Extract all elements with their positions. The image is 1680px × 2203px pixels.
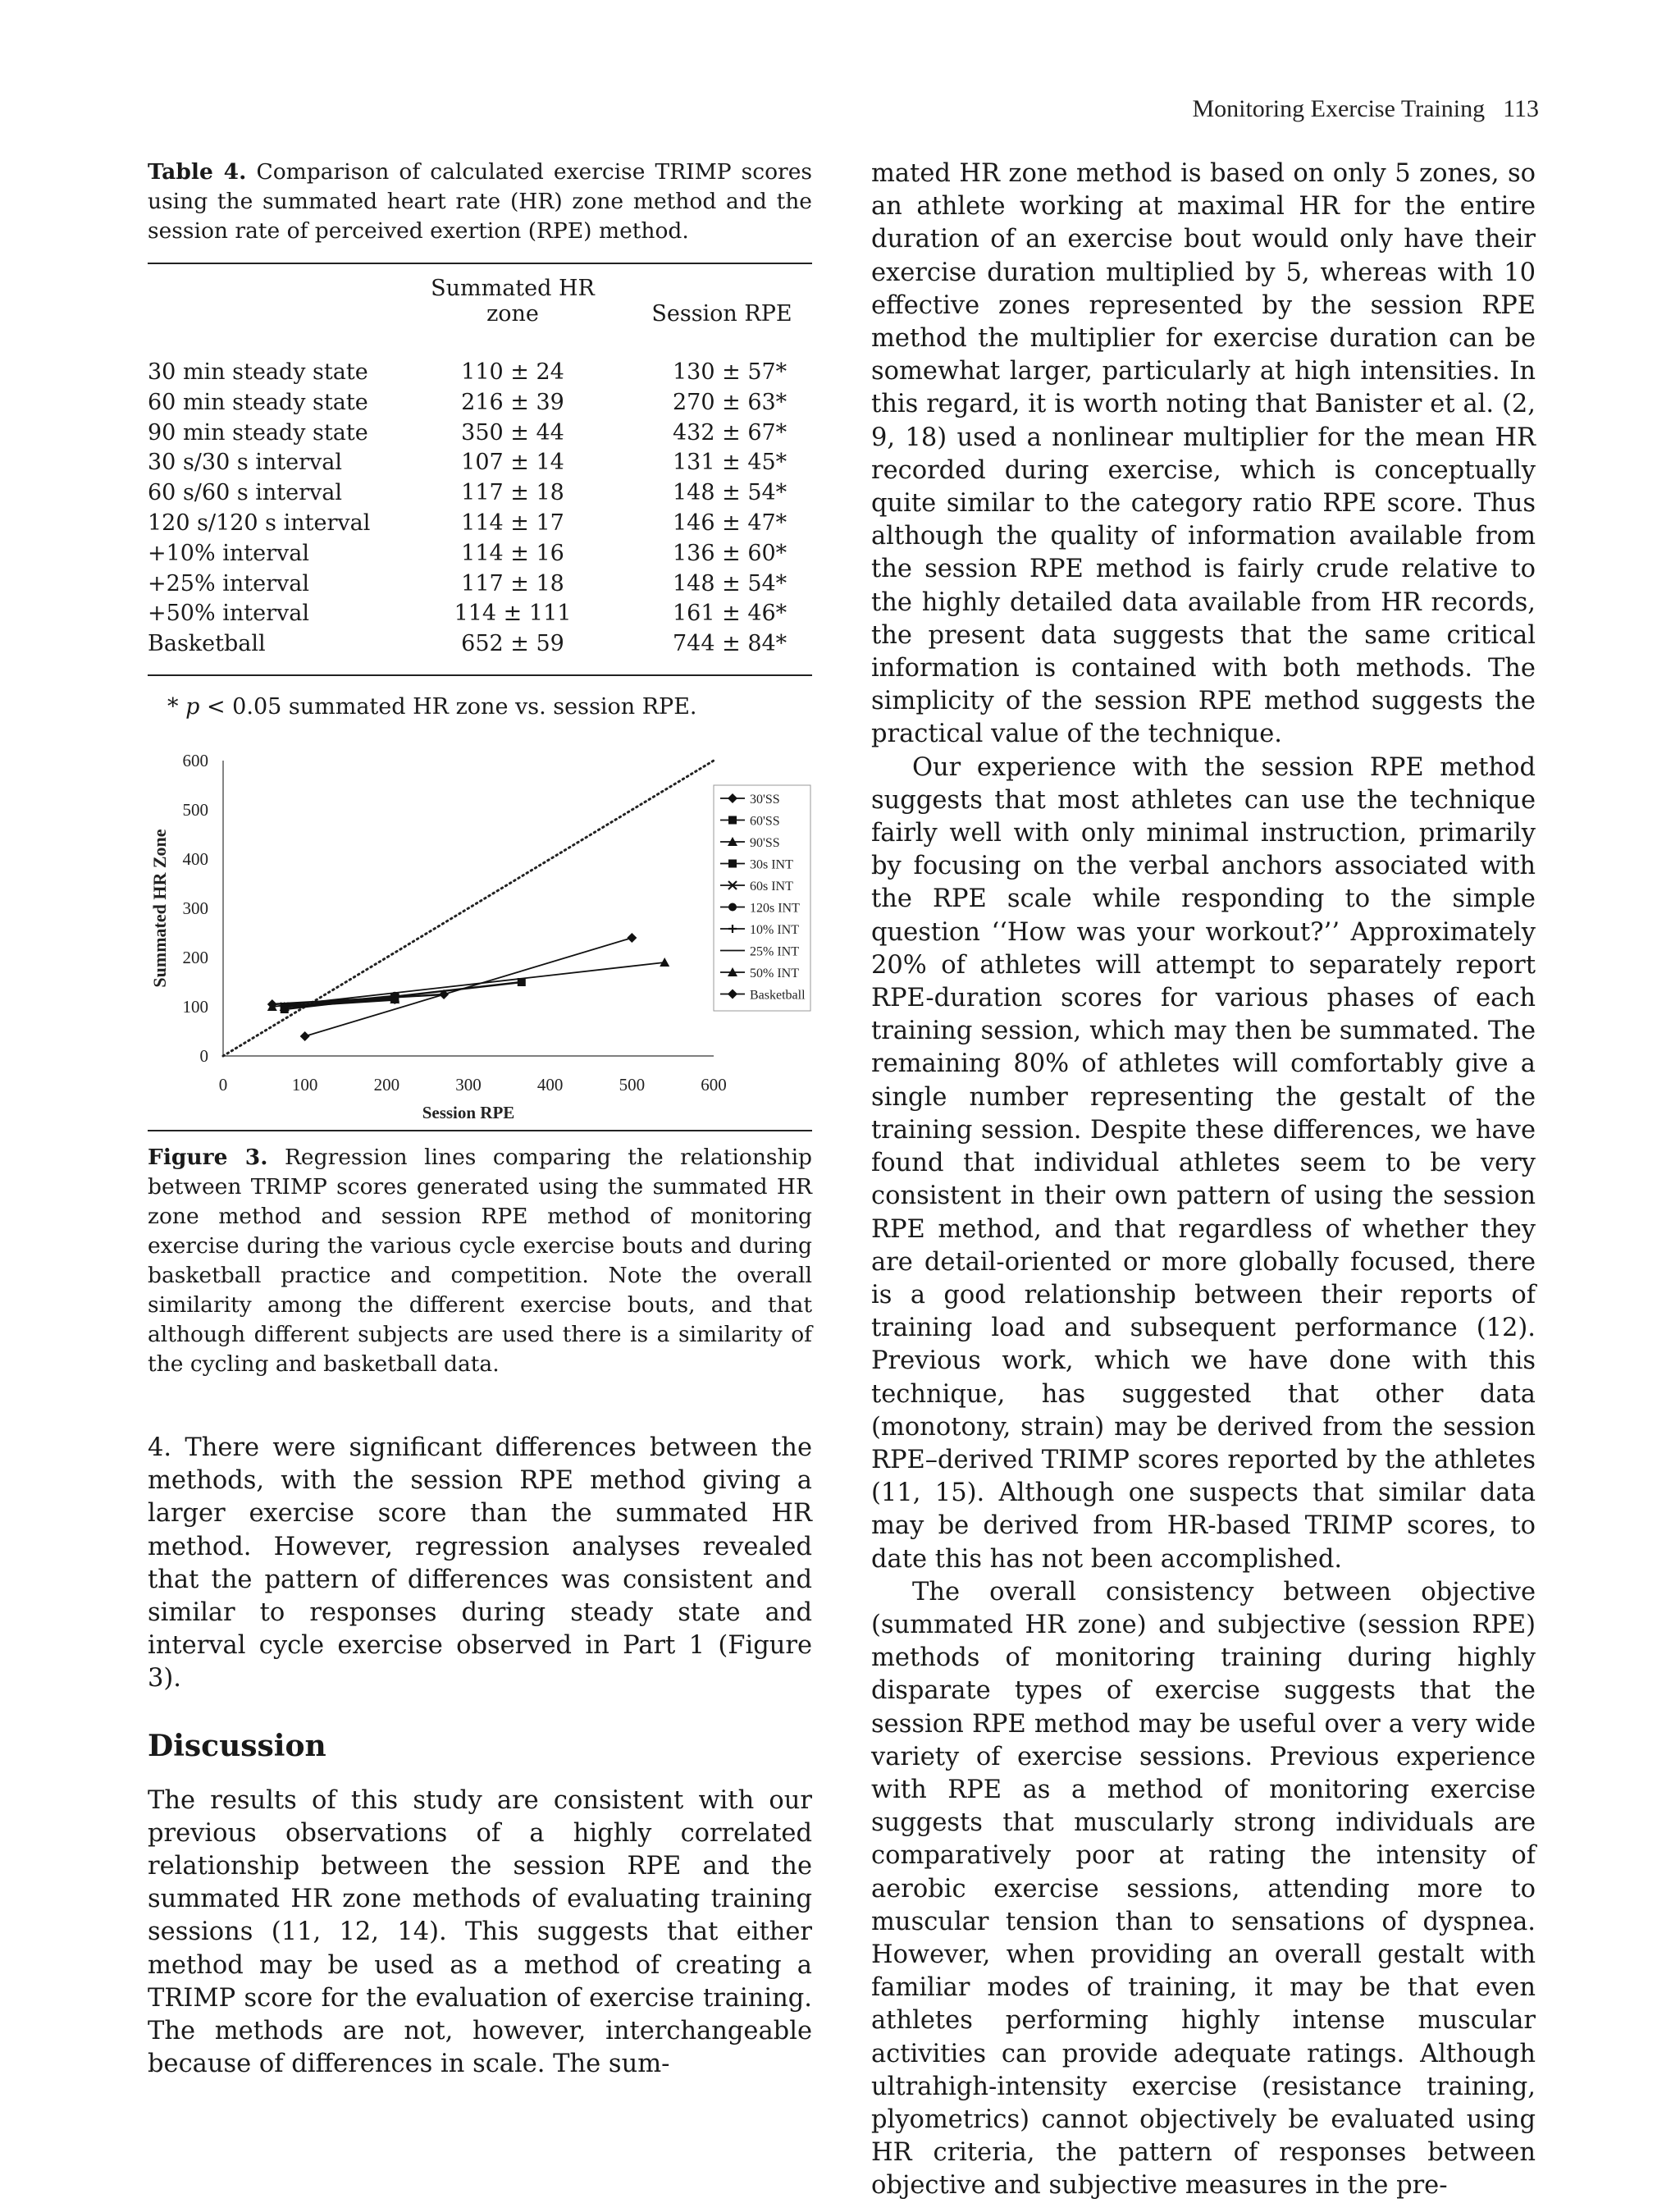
table-4-label: Table 4.	[148, 159, 247, 185]
table-row	[148, 629, 812, 675]
col-hr-line2: zone	[486, 301, 539, 327]
y-axis-label: Summated HR Zone	[149, 829, 170, 988]
x-tick-label: 400	[536, 1074, 564, 1095]
x-tick-label: 500	[619, 1074, 646, 1095]
legend-label-50-int: 50% INT	[750, 966, 799, 980]
row-label: 60 min steady state	[148, 389, 368, 415]
table-row	[148, 343, 812, 388]
table-row	[148, 569, 812, 600]
footnote-text: < 0.05 summated HR zone vs. session RPE.	[199, 693, 697, 720]
table-row	[148, 509, 812, 539]
legend-label-60-ss: 60'SS	[750, 814, 780, 829]
legend-marker-60-ss	[728, 816, 737, 824]
legend-label-10-int: 10% INT	[750, 922, 799, 937]
y-tick-label: 600	[182, 750, 208, 770]
y-tick-label: 100	[182, 996, 208, 1017]
row-label: 30 min steady state	[148, 359, 368, 385]
figure-3-caption-text: Regression lines comparing the relationship between TRIMP scores generated using the summated HR zone method and session RPE method of monitoring exercise during the various cycle exercise bouts and during basketball practice and competition. Note the overall similarity among the different exercise bouts, and that although different subjects are used there is a similarity of the cycling and basketball data.	[148, 1144, 813, 1377]
results-paragraph: 4. There were significant differences between the methods, with the session RPE method giving a larger exercise score than the summated HR method. However, regression analyses revealed that the pattern of differences was consistent and similar to responses during steady state and interval cycle exercise observed in Part 1 (Figure 3).	[148, 1433, 812, 1693]
row-label: 90 min steady state	[148, 419, 368, 446]
footnote-star: *	[167, 693, 186, 720]
figure-3-caption	[148, 1143, 812, 1379]
row-hr-value: 114 ± 17	[461, 510, 564, 536]
table-row	[148, 478, 812, 509]
x-tick-label: 300	[455, 1074, 482, 1095]
table-4-header-hr	[410, 263, 615, 343]
right-paragraph-3: The overall consistency between objective (summated HR zone) and subjective (session RPE) methods of monitoring training during highly disparate types of exercise suggests that the session RPE method may be useful over a very wide variety of exercise sessions. Previous experience with RPE as a method of monitoring exercise suggests that muscularly strong individuals are comparatively poor at rating the intensity of aerobic exercise sessions, attending more to muscular tension than to sensations of dyspnea. However, when providing an overall gestalt with familiar modes of training, it may be that even athletes performing highly intense muscular activities can provide adequate ratings. Although ultrahigh-intensity exercise (resistance training, plyometrics) cannot objectively be evaluated using HR criteria, the pattern of responses between objective and subjective measures in the pre-	[871, 1577, 1536, 2201]
table-row	[148, 388, 812, 418]
table-4-header-rpe: Session RPE	[615, 263, 812, 343]
row-rpe-value: 432 ± 67*	[673, 419, 788, 446]
row-label: +10% interval	[148, 540, 309, 566]
row-hr-value: 110 ± 24	[461, 359, 564, 385]
legend-marker-30s-int	[728, 859, 737, 867]
table-4-header-blank	[148, 263, 410, 343]
table-row	[148, 599, 812, 629]
row-label: 60 s/60 s interval	[148, 480, 343, 506]
row-rpe-value: 146 ± 47*	[673, 510, 788, 536]
row-label: +50% interval	[148, 601, 309, 627]
y-tick-label: 500	[182, 799, 208, 820]
y-tick-label: 0	[199, 1045, 208, 1066]
row-rpe-value: 744 ± 84*	[615, 629, 812, 675]
series-line-50-int	[272, 962, 664, 1007]
table-row	[148, 539, 812, 569]
table-4	[148, 263, 812, 676]
col-hr-line1: Summated HR	[431, 276, 595, 301]
discussion-paragraph: The results of this study are consistent with our previous observations of a highly correlated relationship between the session RPE and the summated HR zone methods of evaluating training sessions (11, 12, 14). This suggests that either method may be used as a method of creating a TRIMP score for the evaluation of exercise training. The methods are not, however, interchangeable because of differences in scale. The sum-	[148, 1785, 812, 2079]
table-4-footnote	[167, 694, 812, 720]
row-hr-value: 350 ± 44	[461, 419, 564, 446]
row-rpe-value: 131 ± 45*	[673, 450, 788, 476]
row-hr-value: 114 ± 16	[461, 540, 564, 566]
series-line-basketball	[305, 938, 632, 1036]
row-hr-value: 117 ± 18	[461, 570, 564, 596]
legend-marker-120s-int	[728, 903, 737, 911]
legend-label-90-ss: 90'SS	[750, 835, 780, 850]
row-rpe-value: 148 ± 54*	[673, 570, 788, 596]
legend-label-120s-int: 120s INT	[750, 901, 800, 916]
x-tick-label: 100	[291, 1074, 318, 1095]
table-4-caption-text: Comparison of calculated exercise TRIMP scores using the summated heart rate (HR) zone method and the session rate of perceived exertion (RPE) method.	[148, 159, 813, 244]
figure-3	[148, 747, 812, 1379]
row-hr-value: 117 ± 18	[461, 480, 564, 506]
row-label: +25% interval	[148, 570, 309, 596]
row-hr-value: 114 ± 111	[454, 601, 572, 627]
x-axis-label: Session RPE	[422, 1102, 515, 1122]
x-tick-label: 600	[701, 1074, 727, 1095]
table-row	[148, 418, 812, 449]
table-4-body	[148, 343, 812, 675]
legend-label-30s-int: 30s INT	[750, 857, 793, 872]
table-row	[148, 448, 812, 478]
row-label: Basketball	[148, 629, 410, 675]
left-column	[148, 158, 812, 2081]
series-point-basketball	[300, 1031, 310, 1041]
legend-label-60s-int: 60s INT	[750, 879, 793, 894]
y-tick-label: 400	[182, 848, 208, 869]
x-tick-label: 0	[218, 1074, 228, 1095]
row-label: 120 s/120 s interval	[148, 510, 371, 536]
identity-line	[223, 761, 714, 1056]
row-rpe-value: 270 ± 63*	[673, 389, 788, 415]
right-paragraph-2: Our experience with the session RPE method suggests that most athletes can use the technique fairly well with only minimal instruction, primarily by focusing on the verbal anchors associated with the RPE scale while responding to the simple question ‘‘How was your workout?’’ Approximately 20% of athletes will attempt to separately report RPE-duration scores for various phases of each training session, which may then be summated. The remaining 80% of athletes will comfortably give a single number representing the gestalt of the training session. Despite these differences, we have found that individual athletes seem to be very consistent in their own pattern of using the session RPE method, and that regardless of whether they are detail-oriented or more globally focused, there is a good relationship between their reports of training load and subsequent performance (12). Previous work, which we have done with this technique, has suggested that other data (monotony, strain) may be derived from the session RPE–derived TRIMP scores reported by the athletes (11, 15). Although one suspects that similar data may be derived from HR-based TRIMP scores, to date this has not been accomplished.	[871, 752, 1536, 1574]
table-4-caption	[148, 158, 812, 246]
row-label: 30 s/30 s interval	[148, 450, 343, 476]
row-hr-value: 216 ± 39	[461, 389, 564, 415]
series-point-basketball	[627, 933, 637, 943]
row-rpe-value: 148 ± 54*	[673, 480, 788, 506]
figure-3-label: Figure 3.	[148, 1144, 268, 1170]
page-number: 113	[1503, 95, 1539, 122]
row-rpe-value: 161 ± 46*	[673, 601, 788, 627]
legend-label-25-int: 25% INT	[750, 944, 799, 959]
row-hr-value: 652 ± 59	[410, 629, 615, 675]
running-head	[1192, 95, 1539, 123]
right-paragraph-1: mated HR zone method is based on only 5 zones, so an athlete working at maximal HR for the entire duration of an exercise bout would only have their exercise duration multiplied by 5, whereas with 10 effective zones represented by the session RPE method the multiplier for exercise duration can be somewhat larger, particularly at high intensities. In this regard, it is worth noting that Banister et al. (2, 9, 18) used a nonlinear multiplier for the mean HR recorded during exercise, which is conceptually quite similar to the category ratio RPE score. Thus although the quality of information available from the session RPE method is fairly crude relative to the highly detailed data available from HR records, the present data suggests that the same critical information is contained with both methods. The simplicity of the session RPE method suggests the practical value of the technique.	[871, 159, 1536, 749]
row-hr-value: 107 ± 14	[461, 450, 564, 476]
discussion-heading: Discussion	[148, 1728, 326, 1763]
row-rpe-value: 130 ± 57*	[673, 359, 788, 385]
row-rpe-value: 136 ± 60*	[673, 540, 788, 566]
y-tick-label: 200	[182, 947, 208, 967]
running-head-title: Monitoring Exercise Training	[1192, 95, 1486, 122]
footnote-p: p	[185, 693, 200, 720]
series-point-50-int	[660, 958, 669, 967]
figure-3-rule	[148, 1130, 812, 1131]
right-column	[871, 158, 1536, 2203]
figure-3-chart	[148, 747, 812, 1125]
legend-label-basketball: Basketball	[750, 988, 806, 1003]
table-4-header-row	[148, 263, 812, 343]
y-tick-label: 300	[182, 898, 208, 918]
x-tick-label: 200	[373, 1074, 400, 1095]
legend-label-30-ss: 30'SS	[750, 792, 780, 807]
